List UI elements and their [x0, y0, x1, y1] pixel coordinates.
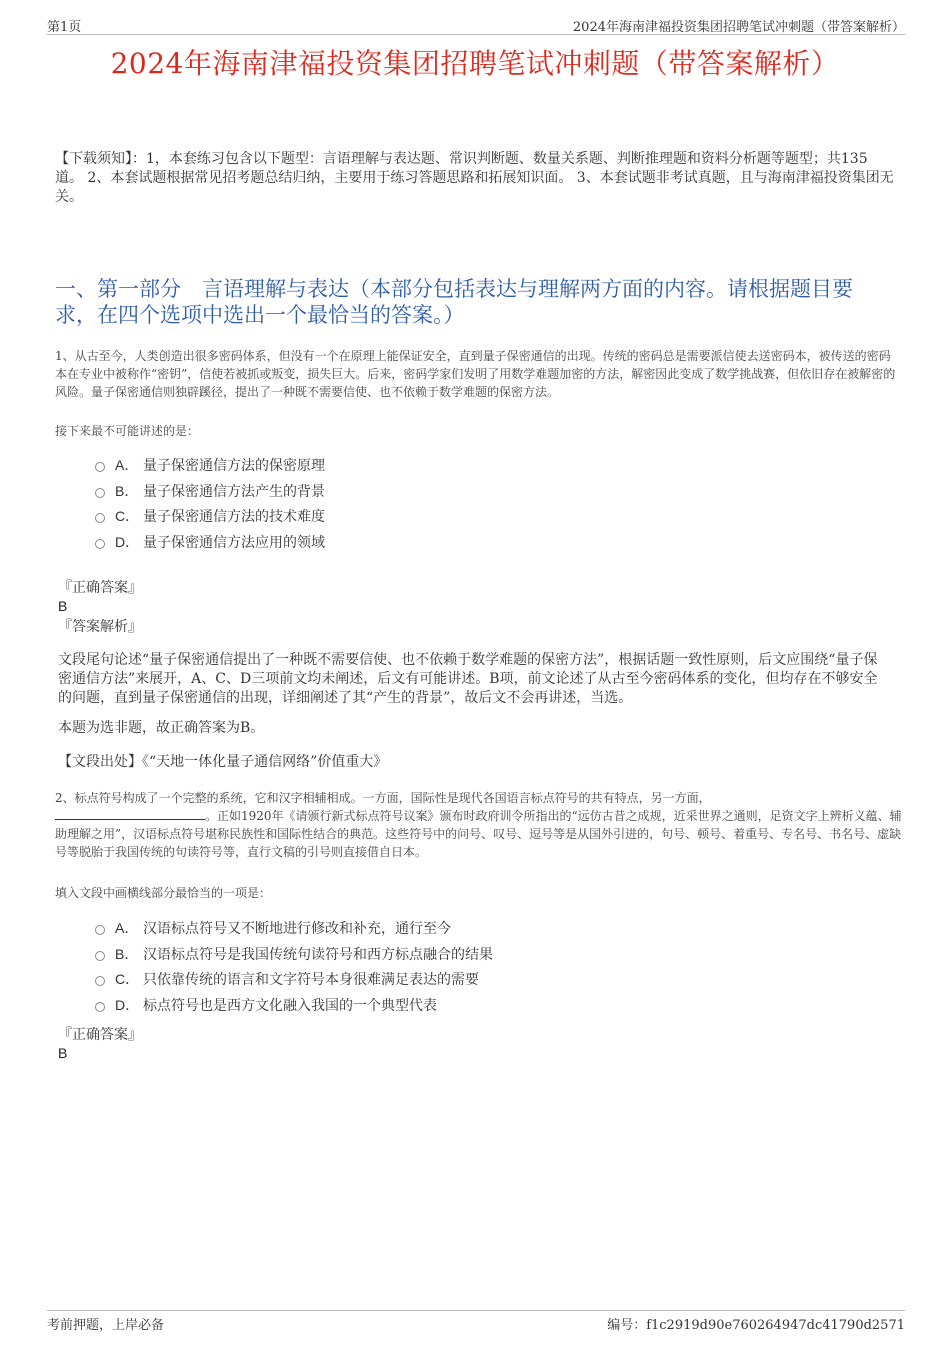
option-c[interactable]: C． 只依靠传统的语言和文字符号本身很难满足表达的需要: [95, 967, 493, 993]
radio-icon[interactable]: [95, 925, 105, 935]
analysis-text: 文段尾句论述“量子保密通信提出了一种既不需要信使、也不依赖于数学难题的保密方法”，根据话题一致性原则，后文应围绕“量子保密通信方法”来展开，A、C、D三项前文均未阐述，后文有可能讲述。B项，前文论述了从古至今密码体系的变化，但均存在不够安全的问题，直到量子保密通信的出现，详细阐述了其“产生的背景”，故后文不会再讲述，当选。: [58, 652, 878, 706]
question-1-options: [95, 453, 325, 555]
option-c[interactable]: C． 量子保密通信方法的技术难度: [95, 504, 325, 530]
radio-icon[interactable]: [95, 976, 105, 986]
download-notice: 【下载须知】：1，本套练习包含以下题型：言语理解与表达题、常识判断题、数量关系题、判断推理题和资料分析题等题型；共135道。 2、本套试题根据常见招考题总结归纳，主要用于练习答题思路和拓展知识面。 3、本套试题非考试真题，且与海南津福投资集团无关。: [55, 151, 894, 205]
radio-icon[interactable]: [95, 462, 105, 472]
correct-answer: B: [58, 1045, 68, 1061]
page-footer: [47, 1310, 905, 1331]
option-d[interactable]: D． 量子保密通信方法应用的领域: [95, 530, 325, 556]
option-b[interactable]: B． 量子保密通信方法产生的背景: [95, 479, 325, 505]
correct-answer-label: 『正确答案』: [58, 580, 142, 596]
correct-answer: B: [58, 598, 68, 614]
radio-icon[interactable]: [95, 1002, 105, 1012]
option-a[interactable]: A． 汉语标点符号又不断地进行修改和补充，通行至今: [95, 916, 493, 942]
radio-icon[interactable]: [95, 539, 105, 549]
option-b[interactable]: B． 汉语标点符号是我国传统句读符号和西方标点融合的结果: [95, 942, 493, 968]
correct-answer-label: 『正确答案』: [58, 1027, 142, 1043]
question-1-prompt: 接下来最不可能讲述的是：: [55, 424, 200, 438]
page-header: [47, 14, 905, 35]
page-number: 第1页: [47, 20, 82, 35]
fill-blank: [55, 807, 205, 820]
radio-icon[interactable]: [95, 951, 105, 961]
radio-icon[interactable]: [95, 513, 105, 523]
passage-source: 【文段出处】《“天地一体化量子通信网络”价值重大》: [58, 754, 388, 770]
question-2-options: [95, 916, 493, 1018]
analysis-label: 『答案解析』: [58, 619, 142, 635]
footer-doc-id: 编号：f1c2919d90e760264947dc41790d2571: [607, 1318, 905, 1333]
analysis-conclusion: 本题为选非题，故正确答案为B。: [58, 720, 265, 736]
footer-slogan: 考前押题，上岸必备: [47, 1318, 165, 1333]
question-2-stem: 2、标点符号构成了一个完整的系统，它和汉字相辅相成。一方面，国际性是现代各国语言标点符号的共有特点，另一方面， 。正如1920年《请颁行新式标点符号议案》颁布时政府训令所指出的“远仿古昔之成规，近采世界之通则，足资文字上辨析义蕴、辅助理解之用”，汉语标点符号堪称民族性和国际性结合的典范。这些符号中的问号、叹号、逗号等是从国外引进的，句号、顿号、着重号、专名号、书名号、虚缺号等脱胎于我国传统的句读符号等，直行文稿的引号则直接借自日本。: [55, 791, 902, 859]
question-1-stem: 1、从古至今，人类创造出很多密码体系，但没有一个在原理上能保证安全，直到量子保密通信的出现。传统的密码总是需要派信使去送密码本，被传送的密码本在专业中被称作“密钥”，信使若被抓或叛变，损失巨大。后来，密码学家们发明了用数学难题加密的方法，解密因此变成了数学挑战赛，但依旧存在被解密的风险。量子保密通信则独辟蹊径，提出了一种既不需要信使、也不依赖于数学难题的保密方法。: [55, 349, 896, 399]
option-a[interactable]: A． 量子保密通信方法的保密原理: [95, 453, 325, 479]
question-2-prompt: 填入文段中画横线部分最恰当的一项是：: [55, 886, 272, 900]
option-d[interactable]: D． 标点符号也是西方文化融入我国的一个典型代表: [95, 993, 493, 1019]
page-title: 2024年海南津福投资集团招聘笔试冲刺题（带答案解析）: [110, 47, 840, 80]
radio-icon[interactable]: [95, 488, 105, 498]
header-doc-title: 2024年海南津福投资集团招聘笔试冲刺题（带答案解析）: [572, 20, 905, 35]
section-title: 一、第一部分 言语理解与表达（本部分包括表达与理解两方面的内容。请根据题目要求，在四个选项中选出一个最恰当的答案。）: [55, 277, 853, 327]
